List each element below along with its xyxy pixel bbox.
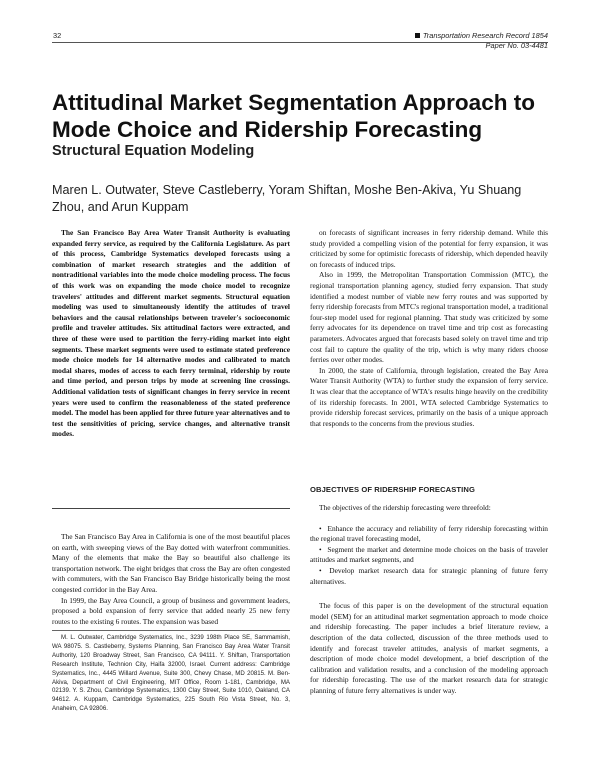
journal-name: Transportation Research Record 1854 bbox=[415, 31, 548, 41]
abstract bbox=[52, 228, 290, 440]
page-number: 32 bbox=[53, 31, 62, 40]
right-column-body bbox=[310, 228, 548, 429]
paper-subtitle: Structural Equation Modeling bbox=[52, 143, 255, 159]
author-affiliations-footnote: M. L. Outwater, Cambridge Systematics, Inc., 3239 198th Place SE, Sammamish, WA 98075. S. Castleberry, Systems Planning, San Francisco Bay Area Water Transit Authority, 120 Broadway Street, San Francisco, CA 94111. Y. Shiftan, Transportation Research Institute, Technion City, Haifa 32000, Israel. Current address: Cambridge Systematics, Inc., 4445 Willard Avenue, Suite 300, Chevy Chase, MD 20815. M. Ben-Akiva, Department of Civil Engineering, MIT Office, Room 1-181, Cambridge, MA 02139. Y. S. Zhou, Cambridge Systematics, 1300 Clay Street, Suite 1010, Oakland, CA 94612. A. Kuppam, Cambridge Systematics, 225 South Rio Vista Street, No. 3, Anaheim, CA 92806. bbox=[52, 634, 290, 713]
section-heading: OBJECTIVES OF RIDERSHIP FORECASTING bbox=[310, 485, 475, 494]
body-paragraph: Also in 1999, the Metropolitan Transportation Commission (MTC), the regional transportation planning agency, studied ferry expansion. That study identified a modest number of viable new ferry routes and was supported by ferry ridership forecasts from MTC's regional transportation model, a traditional four-step model used for regional planning. That study was criticized by some ferry advocates for its dependence on travel time and trip cost as forecasting parameters. Advocates argued that forecasts based solely on travel time and trip cost fail to capture the quality of the trip, which is why many riders choose ferries over other modes. bbox=[310, 270, 548, 365]
bullet-icon: • bbox=[319, 523, 322, 533]
header-rule bbox=[52, 42, 548, 43]
body-paragraph: In 1999, the Bay Area Council, a group of business and government leaders, proposed a bold expansion of ferry service that added nearly 25 new ferry routes to the existing 6 routes. The expansion was based bbox=[52, 595, 290, 626]
body-paragraph: The San Francisco Bay Area in California is one of the most beautiful places on earth, with sweeping views of the Bay dotted with waterfront communities. Many of the elements that make the Bay so beautiful also challenge its transportation network. The eight bridges that cross the Bay are often congested with commuters, with the San Francisco Bay Bridge historically being the most congested corridor in the Bay Area. bbox=[52, 532, 290, 594]
list-item: • Enhance the accuracy and reliability of ferry ridership forecasting within the regional travel forecasting model, bbox=[310, 523, 548, 544]
body-paragraph: In 2000, the state of California, through legislation, created the Bay Area Water Transit Authority (WTA) to further study the expansion of ferry service. It was clear that the acceptance of WTA's results hinge heavily on the credibility of its ridership forecasts. In 2001, WTA selected Cambridge Systematics to provide ridership forecast services, primarily on the basis of a unique approach that responds to the concerns from the previous studies. bbox=[310, 365, 548, 428]
body-paragraph: The focus of this paper is on the development of the structural equation model (SEM) for an attitudinal market segmentation approach to mode choice and ridership forecasting. The paper includes a brief literature review, a description of the data collected, discussion of the three methods used to identify and forecast traveler attitudes, analysis of market segments, a description of mode choice model development, a brief description of the calibration and validation results, and a conclusion of the modeling approach for ridership forecasting. The use of the market research data for strategic planning of future ferry alternatives is under way. bbox=[310, 601, 548, 695]
body-paragraph: on forecasts of significant increases in ferry ridership demand. While this study provided a compelling vision of the potential for ferry expansion, it was criticized by some for optimistic forecasts of ridership, which depended heavily on forecasts of induced trips. bbox=[310, 228, 548, 269]
author-list: Maren L. Outwater, Steve Castleberry, Yoram Shiftan, Moshe Ben-Akiva, Yu Shuang Zhou, and Arun Kuppam bbox=[52, 183, 522, 214]
objectives-section bbox=[310, 503, 548, 697]
footnote-rule bbox=[52, 630, 290, 631]
left-column-body bbox=[52, 532, 290, 627]
list-item: • Segment the market and determine mode choices on the basis of traveler attitudes and market segments, and bbox=[310, 544, 548, 565]
list-item: • Develop market research data for strategic planning of future ferry alternatives. bbox=[310, 565, 548, 586]
paper-title: Attitudinal Market Segmentation Approach to Mode Choice and Ridership Forecasting bbox=[52, 90, 535, 142]
bullet-icon: • bbox=[319, 544, 322, 554]
running-header bbox=[415, 31, 548, 51]
square-bullet-icon bbox=[415, 33, 420, 38]
abstract-text: The San Francisco Bay Area Water Transit Authority is evaluating expanded ferry service, as required by the California Legislature. As part of this process, Cambridge Systematics developed forecasts using a combination of market research strategies and the addition of nontraditional variables into the mode choice modeling process. The focus of this work was on expanding the mode choice model to recognize travelers' attitudes and different market segments. Structural equation modeling was used to simultaneously identify the attitudes of travel behaviors and the causal relationships between traveler's socioeconomic profile and traveler attitudes. Six attitudinal factors were extracted, and three of these were used to partition the ferry-riding market into eight segments. These market segments were used to estimate stated preference mode choice models for 14 alternative modes and calibrated to match modal shares, modes of access to each ferry terminal, ridership by route and time period, and person trips by mode at screening line crossings. Additional validation tests of significant changes in ferry service in recent years were used to confirm the reasonableness of the stated preference model. The model has been applied for three future year alternatives and to test the sensitivities of pricing, service changes, and alternative transit modes. bbox=[52, 228, 290, 439]
section-intro: The objectives of the ridership forecasting were threefold: bbox=[319, 503, 491, 512]
paper-number: Paper No. 03-4481 bbox=[485, 41, 548, 50]
abstract-divider bbox=[52, 508, 290, 509]
objectives-list bbox=[310, 524, 548, 588]
bullet-icon: • bbox=[319, 565, 322, 575]
